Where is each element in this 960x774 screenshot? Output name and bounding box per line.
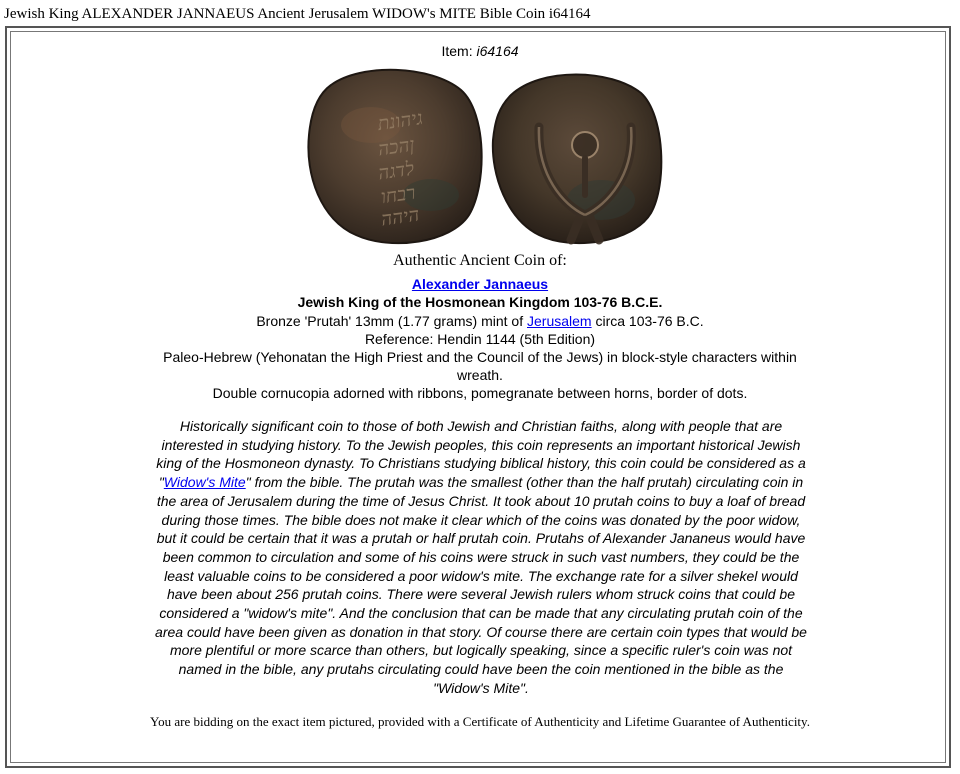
item-number: i64164 — [476, 43, 519, 59]
ruler-line — [150, 275, 810, 293]
item-label: Item: — [441, 43, 477, 59]
guarantee-text: You are bidding on the exact item pictured, provided with a Certificate of Authenticity and Lifetime Guarantee of Authenticity. — [150, 714, 810, 729]
coin-title: Jewish King of the Hosmonean Kingdom 103-76 B.C.E. — [297, 294, 663, 310]
pomegranate — [572, 132, 598, 158]
svg-text:היהה: היהה — [379, 203, 421, 231]
reverse-coin — [493, 75, 662, 244]
history-text-start: Historically significant coin to those of both Jewish and Christian faiths, along with people that are interested in studying history. To the Jewish peoples, this coin represents an important historical Jewish king of the Hosmoneon dynasty. To Christians studying biblical history, this coin could be considered as a " — [156, 418, 806, 491]
description-date: circa 103-76 B.C. — [591, 313, 704, 329]
obverse-description: Paleo-Hebrew (Yehonatan the High Priest and the Council of the Jews) in block-style characters within wreath. — [163, 349, 797, 383]
svg-text:ןהכה: ןהכה — [376, 133, 416, 161]
description-text: Bronze 'Prutah' 13mm (1.77 grams) mint of — [256, 313, 527, 329]
obverse-coin — [308, 70, 481, 243]
authentic-heading: Authentic Ancient Coin of: — [393, 252, 567, 269]
svg-text:רבחו: רבחו — [379, 181, 417, 209]
item-number-line — [0, 43, 960, 59]
history-text-end: " from the bible. The prutah was the smallest (other than the half prutah) circulating coin in the area of Jerusalem during the time of Jesus Christ. It took about 10 prutah coins to buy a loaf of bread during those times. The bible does not make it clear which of the coins was donated by the poor widow, but it could be certain that it was a prutah or half prutah coin. Prutahs of Alexander Jananeus would have been common to circulation and some of his coins were struck in such vast numbers, they could be the least valuable coins to be considered a poor widow's mite. The exchange rate for a silver shekel would have been about 256 prutah coins. There were several Jewish rulers whom struck coins that could be considered a "widow's mite". And the conclusion that can be made that any circulating prutah coin of the area could have been given as donation in that story. Of course there are certain coin types that would be more plentiful or more scarce than others, but logically speaking, since a specific ruler's coin was not named in the bible, any prutahs circulating could have been the coin mentioned in the bible as the "Widow's Mite". — [155, 474, 807, 696]
coin-photo — [301, 65, 663, 248]
svg-text:גיהונת: גיהונת — [376, 107, 424, 136]
reverse-description: Double cornucopia adorned with ribbons, pomegranate between horns, border of dots. — [212, 385, 748, 401]
widows-mite-link[interactable]: Widow's Mite — [163, 474, 246, 491]
page-title: Jewish King ALEXANDER JANNAEUS Ancient Jerusalem WIDOW's MITE Bible Coin i64164 — [4, 6, 591, 22]
coin-reference: Reference: Hendin 1144 (5th Edition) — [364, 331, 596, 347]
svg-text:לדגה: לדגה — [376, 157, 416, 185]
coin-description — [150, 312, 810, 330]
jerusalem-link[interactable]: Jerusalem — [527, 313, 592, 329]
history-paragraph — [150, 417, 812, 698]
ruler-link[interactable]: Alexander Jannaeus — [411, 276, 549, 292]
